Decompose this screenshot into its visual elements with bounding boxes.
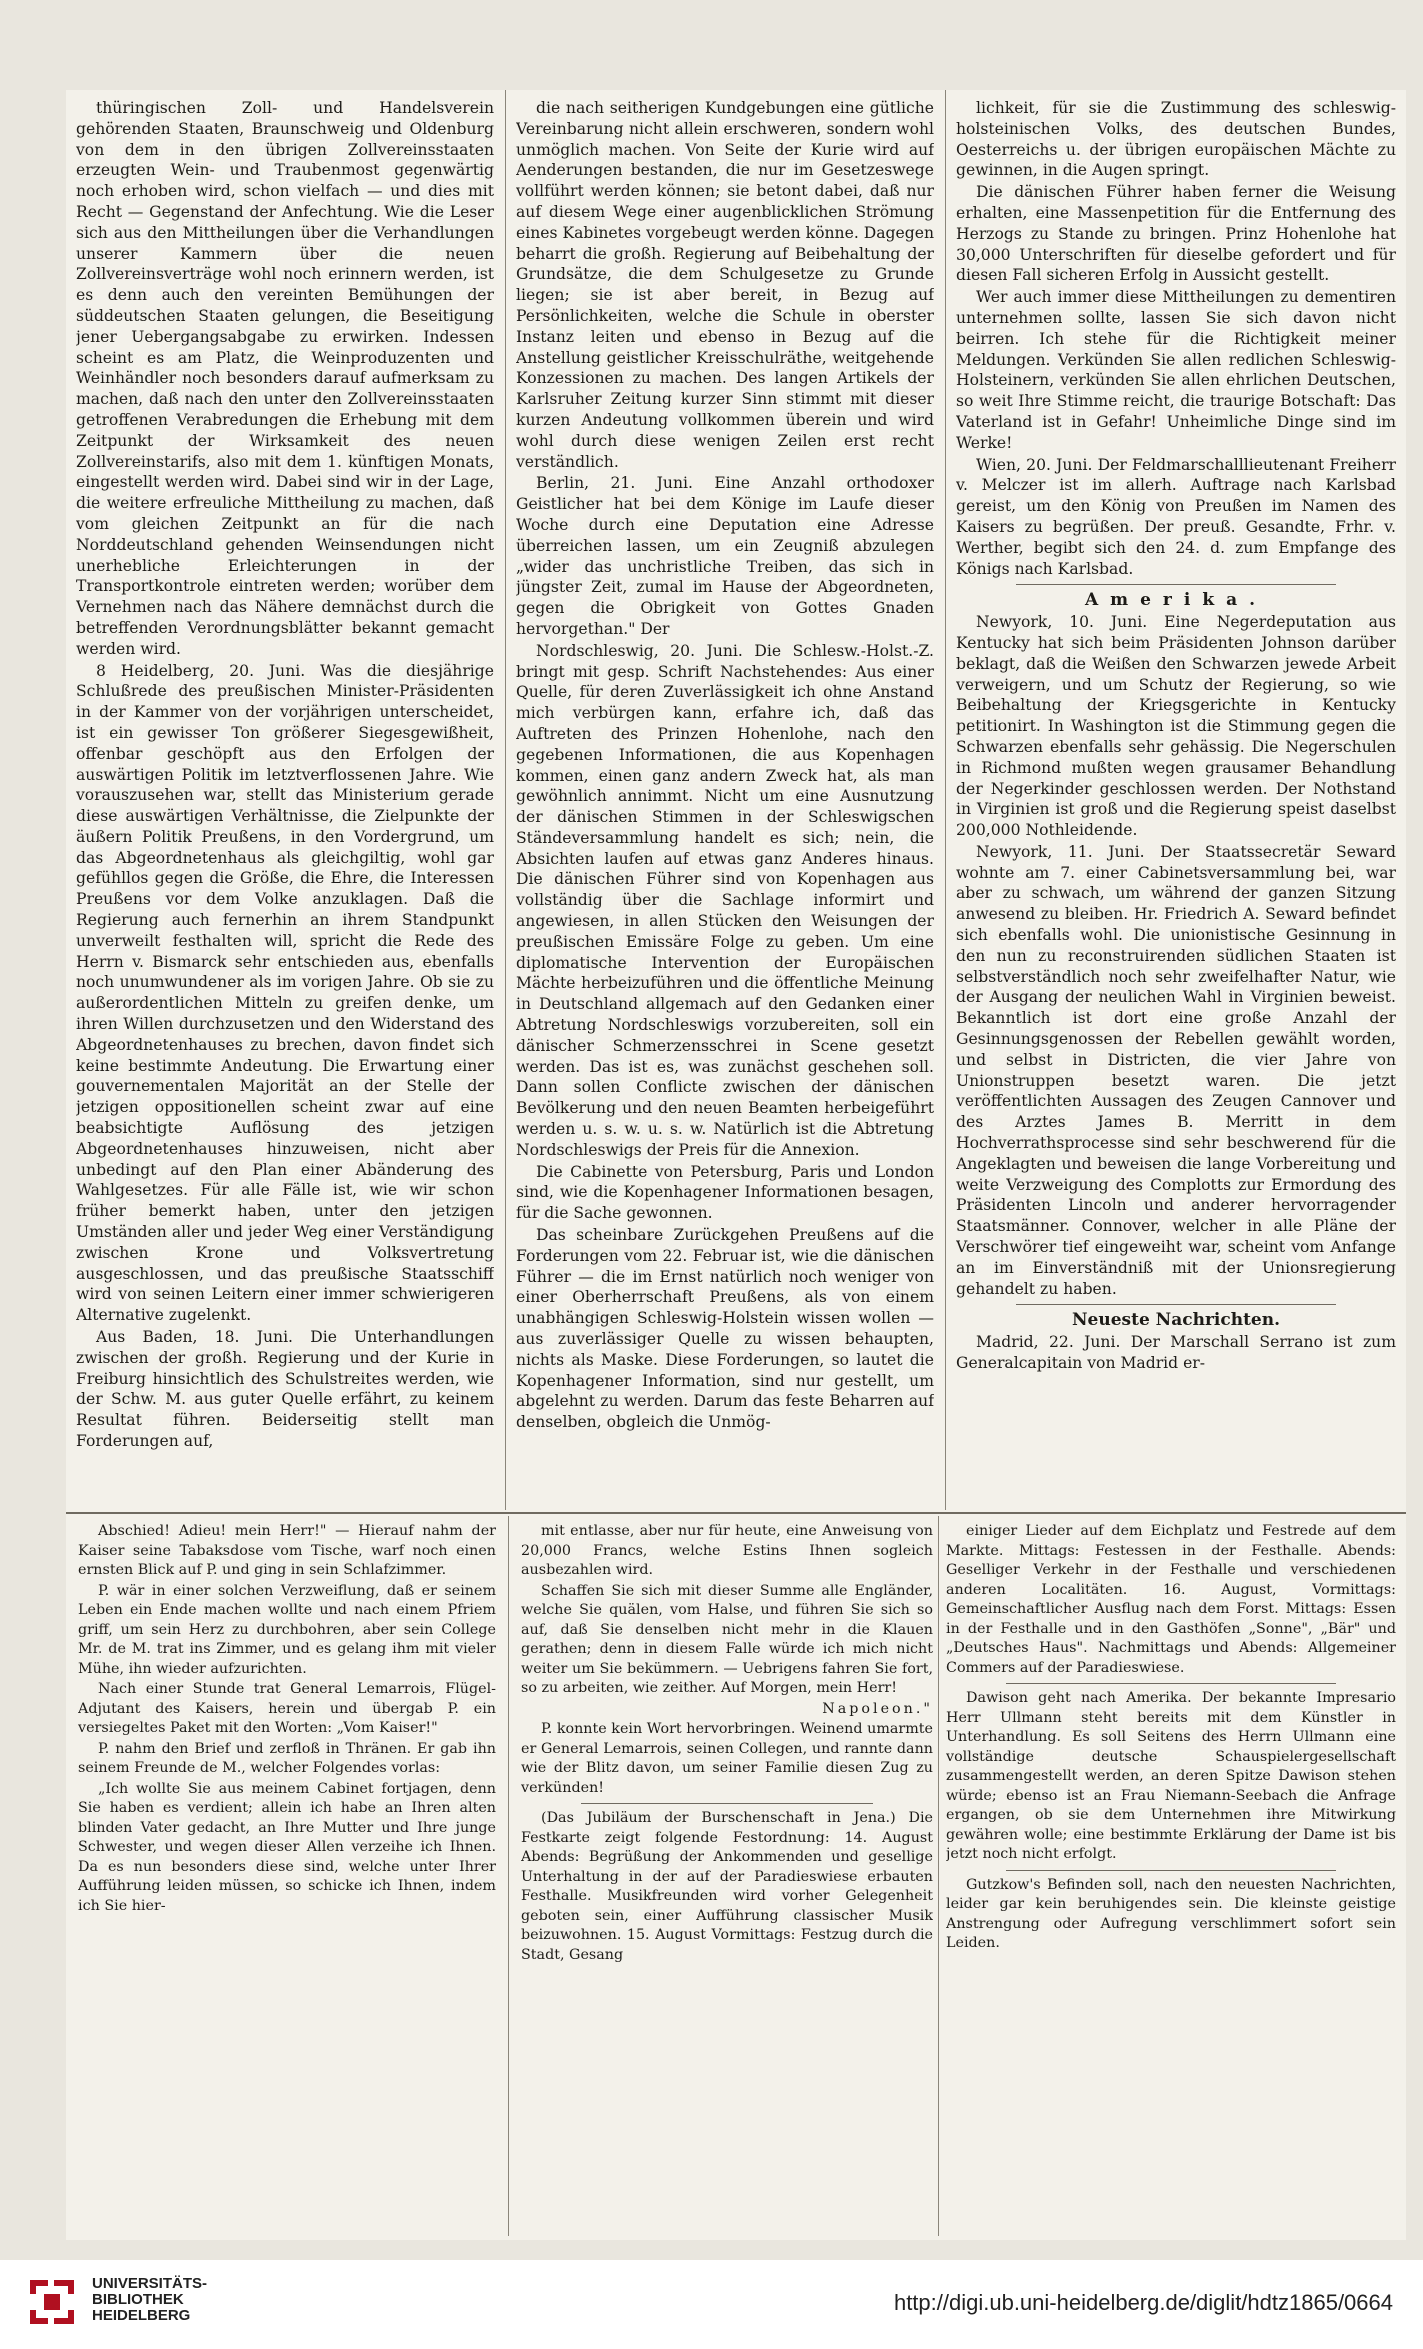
paragraph: Gutzkow's Befinden soll, nach den neuesten Nachrichten, leider gar kein beruhigendes sein. Die kleinste geistige Anstrengung oder Aufregung verschlimmert sofort sein Leiden.: [946, 1876, 1396, 1951]
paragraph: P. konnte kein Wort hervorbringen. Weinend umarmte er General Lemarrois, seinen Collegen, und rannte dann wie der Blitz davon, um seiner Familie diesen Zug zu verkünden!: [521, 1721, 933, 1796]
source-url[interactable]: http://digi.ub.uni-heidelberg.de/diglit/hdtz1865/0664: [893, 2290, 1393, 2315]
newspaper-page: [66, 90, 1406, 2240]
paragraph: P. nahm den Brief und zerfloß in Thränen. Er gab ihn seinem Freunde de M., welcher Folgendes vorlas:: [78, 1740, 496, 1776]
signature: Napoleon.": [822, 1700, 933, 1717]
paragraph: Nach einer Stunde trat General Lemarrois, Flügel-Adjutant des Kaisers, herein und übergab P. ein versiegeltes Paket mit den Worten: „Vom Kaiser!": [78, 1681, 496, 1736]
paragraph: Wer auch immer diese Mittheilungen zu dementiren unternehmen sollte, lassen Sie sich davon nicht beirren. Ich stehe für die Richtigkeit meiner Meldungen. Verkünden Sie allen redlichen Schleswig-Holsteinern, verkünden Sie allen ehrlichen Deutschen, so weit Ihre Stimme reicht, die traurige Botschaft: Das Vaterland ist in Gefahr! Unheimliche Dinge sind im Werke!: [956, 288, 1396, 452]
paragraph: „Ich wollte Sie aus meinem Cabinet fortjagen, denn Sie haben es verdient; allein ich habe an Ihren alten blinden Vater gedacht, an Ihre Mutter und Ihre junge Schwester, und wegen dieser Allen verzeihe ich Ihnen. Da es nun besonders diese sind, welche unter Ihrer Aufführung leiden müssen, so schicke ich Ihnen, indem ich Sie hier-: [78, 1780, 496, 1914]
paragraph: Newyork, 11. Juni. Der Staatssecretär Seward wohnte am 7. einer Cabinetsversammlung bei, war aber zu schwach, um während der ganzen Sitzung anwesend zu bleiben. Hr. Friedrich A. Seward befindet sich ebenfalls wohl. Die unionistische Gesinnung in den nun zu reconstruirenden südlichen Staaten ist selbstverständlich noch sehr zweifelhafter Natur, wie der Ausgang der neulichen Wahl in Virginien beweist. Bekanntlich ist dort eine große Anzahl der Gesinnungsgenossen der Rebellen gewählt worden, und selbst in Districten, die vier Jahre von Unionstruppen besetzt waren. Die jetzt veröffentlichten Aussagen des Zeugen Cannover und des Arztes James B. Merritt in dem Hochverrathsprocesse sind sehr beschwerend für die Angeklagten und beweisen die lange Vorbereitung und weite Verzweigung des Complotts zur Ermordung des Präsidenten Lincoln und anderer hervorragender Staatsmänner. Connover, welcher in alle Pläne der Verschwörer tief eingeweiht war, scheint vom Anfange an im Einverständniß mit der Unionsregierung gehandelt zu haben.: [956, 842, 1396, 1298]
section-heading-neueste: Neueste Nachrichten.: [1071, 1310, 1281, 1331]
section-separator: [1016, 584, 1336, 585]
paragraph: (Das Jubiläum der Burschenschaft in Jena.) Die Festkarte zeigt folgende Festordnung: 14. August Abends: Begrüßung der Ankommenden und gesellige Unterhaltung in der auf der Paradieswiese erbauten Festhalle. Musikfreunden wird vorher Gelegenheit geboten sein, einer Aufführung classischer Musik beizuwohnen. 15. August Vormittags: Festzug durch die Stadt, Gesang: [521, 1810, 933, 1963]
section-separator: [1006, 1870, 1336, 1871]
feuilleton-divider: [66, 1512, 1406, 1514]
paragraph: die nach seitherigen Kundgebungen eine gütliche Vereinbarung nicht allein erschweren, sondern wohl unmöglich machen. Von Seite der Kurie wird auf Aenderungen bestanden, die nur im Gesetzeswege vollführt werden können; sie betont dabei, daß nur auf diesem Wege einer augenblicklichen Strömung eines Kabinetes vorgebeugt werden könne. Dagegen beharrt die großh. Regierung auf Beibehaltung der Grundsätze, die dem Schulgesetze zu Grunde liegen; sie ist aber bereit, in Bezug auf Persönlichkeiten, welche die Schule in oberster Instanz leiten und ebenso in Bezug auf die Anstellung geistlicher Kreisschulräthe, weitgehende Konzessionen zu machen. Des langen Artikels der Karlsruher Zeitung kurzer Sinn stimmt mit dieser kurzen Andeutung vollkommen überein und wird wohl durch diese wenigen Zeilen erst recht verständlich.: [516, 99, 934, 471]
paragraph: Die dänischen Führer haben ferner die Weisung erhalten, eine Massenpetition für die Entfernung des Herzogs zu Stande zu bringen. Prinz Hohenlohe hat 30,000 Unterschriften für dieselbe gefordert und für diesen Fall sicheren Erfolg in Aussicht gestellt.: [956, 183, 1396, 285]
upper-column-2: [516, 98, 934, 1508]
paragraph: Berlin, 21. Juni. Eine Anzahl orthodoxer Geistlicher hat bei dem Könige im Laufe dieser Woche durch eine Deputation eine Adresse überreichen lassen, um ein Zeugniß abzulegen „wider das unchristliche Treiben, das sich in jüngster Zeit, zumal im Hause der Abgeordneten, gegen die Obrigkeit von Gottes Gnaden hervorgethan." Der: [516, 474, 934, 638]
institution-name: UNIVERSITÄTS- BIBLIOTHEK HEIDELBERG: [92, 2275, 208, 2324]
university-library-logo-icon: [22, 2272, 82, 2332]
paragraph: Aus Baden, 18. Juni. Die Unterhandlungen zwischen der großh. Regierung und der Kurie in Freiburg hinsichtlich des Schulstreites werden, wie der Schw. M. aus guter Quelle erfährt, zu keinem Resultat führen. Beiderseitig stellt man Forderungen auf,: [76, 1328, 494, 1450]
paragraph: Nordschleswig, 20. Juni. Die Schlesw.-Holst.-Z. bringt mit gesp. Schrift Nachstehendes: Aus einer Quelle, für deren Zuverlässigkeit ich ohne Anstand mich verbürgen kann, erfahre ich, daß das Auftreten des Prinzen Hohenlohe, nach den gegebenen Informationen, die aus Kopenhagen kommen, einen ganz andern Zweck hat, als man gewöhnlich annimmt. Nicht um eine Ausnutzung der dänischen Stimmen in der Schleswigschen Ständeversammlung handelt es sich; nein, die Absichten laufen auf etwas ganz Anderes hinaus. Die dänischen Führer sind von Kopenhagen aus vollständig über die Sachlage informirt und angewiesen, in allen Stücken den Weisungen der preußischen Emissäre Folge zu geben. Um eine diplomatische Intervention der Europäischen Mächte herbeizuführen und die öffentliche Meinung in Deutschland allgemach auf den Gedanken einer Abtretung Nordschleswigs vorzubereiten, soll ein dänischer Schmerzensschrei in Scene gesetzt werden. Das ist es, was zunächst geschehen soll. Dann sollen Conflicte zwischen der dänischen Bevölkerung und den neuen Beamten herbeigeführt werden u. s. w. u. s. w. Natürlich ist die Abtretung Nordschleswigs der Preis für die Annexion.: [516, 641, 934, 1159]
paragraph: 8 Heidelberg, 20. Juni. Was die diesjährige Schlußrede des preußischen Minister-Präsidenten in der Kammer von der vorjährigen unterscheidet, ist ein gewisser Ton größerer Siegesgewißheit, offenbar geschöpft aus den Erfolgen der auswärtigen Politik im letztverflossenen Jahre. Wie vorauszusehen war, stellt das Ministerium gerade diese auswärtigen Verhältnisse, die Zielpunkte der äußern Politik Preußens, in den Vordergrund, um das Abgeordnetenhaus als gleichgiltig, wohl gar gefühllos gegen die Größe, die Ehre, die Interessen Preußens vor dem Volke anzuklagen. Daß die Regierung auch fernerhin an ihrem Standpunkt unverweilt festhalten will, spricht die Rede des Herrn v. Bismarck sehr entschieden aus, ebenfalls noch unumwundener als im vorigen Jahre. Ob sie zu außerordentlichen Mitteln zu greifen denke, um ihren Willen durchzusetzen und den Widerstand des Abgeordnetenhauses zu brechen, davon findet sich keine bestimmte Andeutung. Die Erwartung einer gouvernementalen Majorität an der Stelle der jetzigen oppositionellen scheint zwar auf eine beabsichtigte Auflösung des jetzigen Abgeordnetenhauses hinzuweisen, nicht aber unbedingt auf den Plan einer Abänderung des Wahlgesetzes. Für alle Fälle ist, wie wir schon früher bemerkt haben, unter den jetzigen Umständen aller und jeder Weg einer Verständigung zwischen Krone und Volksvertretung ausgeschlossen, und das preußische Staatsschiff wird von seinen Leitern einer immer schwierigeren Alternative zugelenkt.: [76, 661, 494, 1325]
paragraph: Die Cabinette von Petersburg, Paris und London sind, wie die Kopenhagener Informationen besagen, für die Sache gewonnen.: [516, 1162, 934, 1223]
paragraph: mit entlasse, aber nur für heute, eine Anweisung von 20,000 Francs, welche Estins Ihnen sogleich ausbezahlen wird.: [521, 1523, 933, 1578]
paragraph: Abschied! Adieu! mein Herr!" — Hierauf nahm der Kaiser seine Tabaksdose vom Tische, warf noch einen ernsten Blick auf P. und ging in sein Schlafzimmer.: [78, 1523, 496, 1578]
paragraph: Wien, 20. Juni. Der Feldmarschalllieutenant Freiherr v. Melczer ist im allerh. Auftrage nach Karlsbad gereist, um den König von Preußen im Namen des Kaisers zu begrüßen. Der preuß. Gesandte, Frhr. v. Werther, begibt sich den 24. d. zum Empfange des Königs nach Karlsbad.: [956, 455, 1396, 578]
column-divider: [505, 90, 506, 1510]
paragraph: Schaffen Sie sich mit dieser Summe alle Engländer, welche Sie quälen, vom Halse, und führen Sie sich so auf, daß Sie denselben nicht mehr in die Klauen gerathen; denn in diesem Falle würde ich mich nicht weiter um Sie bekümmern. — Uebrigens fahren Sie fort, so zu arbeiten, wie zeither. Auf Morgen, mein Herr!: [521, 1582, 933, 1696]
section-separator: [581, 1803, 873, 1804]
section-separator: [1006, 1683, 1336, 1684]
paragraph: lichkeit, für sie die Zustimmung des schleswig-holsteinischen Volks, des deutschen Bundes, Oesterreichs u. der übrigen europäischen Mächte zu gewinnen, in die Augen springt.: [956, 99, 1396, 180]
upper-column-1: [76, 98, 494, 1508]
paragraph: Dawison geht nach Amerika. Der bekannte Impresario Herr Ullmann steht bereits mit dem Künstler in Unterhandlung. Es soll Seitens des Herrn Ullmann eine vollständige deutsche Schauspielergesellschaft zusammengestellt werden, an deren Spitze Dawison stehen würde; ebenso ist an Frau Niemann-Seebach die Anfrage ergangen, ob sie dem Unternehmen ihre Mitwirkung gewähren wolle; eine bestimmte Erklärung der Dame ist bis jetzt noch nicht erfolgt.: [946, 1690, 1396, 1862]
column-divider: [938, 1516, 939, 2236]
paragraph: Newyork, 10. Juni. Eine Negerdeputation aus Kentucky hat sich beim Präsidenten Johnson darüber beklagt, daß die Weißen den Schwarzen jewede Arbeit verweigern, und um Schutz der Regierung, so wie Beibehaltung der Kriegsgerichte in Kentucky petitionirt. In Washington ist die Stimmung gegen die Schwarzen ebenfalls sehr gehässig. Die Negerschulen in Richmond mußten wegen grausamer Behandlung der Negerkinder geschlossen werden. Der Nothstand in Virginien ist groß und die Regierung speist daselbst 200,000 Nothleidende.: [956, 613, 1396, 840]
paragraph: thüringischen Zoll- und Handelsverein gehörenden Staaten, Braunschweig und Oldenburg von dem in den übrigen Zollvereinsstaaten erzeugten Wein- und Traubenmost gegenwärtig noch erhoben wird, schon vielfach — und dies mit Recht — Gegenstand der Anfechtung. Wie die Leser sich aus den Mittheilungen über die Verhandlungen unserer Kammern über die neuen Zollvereinsverträge wohl noch erinnern werden, ist es denn auch den vereinten Bemühungen der süddeutschen Staaten gelungen, die Beseitigung jener Uebergangsabgabe zu erwirken. Indessen scheint es am Platz, die Weinproduzenten und Weinhändler noch besonders darauf aufmerksam zu machen, daß nach den unter den Zollvereinsstaaten getroffenen Verabredungen die Erhebung mit dem Zeitpunkt der Wirksamkeit des neuen Zollvereinstarifs, also mit dem 1. künftigen Monats, eingestellt werden wird. Dabei sind wir in der Lage, die weitere erfreuliche Mittheilung zu machen, daß vom gleichen Zeitpunkt an für die nach Norddeutschland gehenden Weinsendungen nicht unerhebliche Erleichterungen in der Transportkontrole eintreten werden; worüber dem Vernehmen nach das Nähere demnächst durch die betreffenden Verordnungsblätter bekannt gemacht werden wird.: [76, 99, 494, 658]
lower-column-3: [946, 1522, 1396, 2222]
library-footer: [0, 2260, 1423, 2349]
section-separator: [1016, 1304, 1336, 1305]
paragraph: einiger Lieder auf dem Eichplatz und Festrede auf dem Markte. Mittags: Festessen in der Festhalle. Abends: Geselliger Verkehr in der Festhalle und verschiedenen anderen Localitäten. 16. August, Vormittags: Gemeinschaftlicher Ausflug nach dem Forst. Mittags: Essen in der Festhalle und in den Gasthöfen „Sonne", „Bär" und „Deutsches Haus". Nachmittags und Abends: Allgemeiner Commers auf der Paradieswiese.: [946, 1523, 1396, 1676]
paragraph: P. wär in einer solchen Verzweiflung, daß er seinem Leben ein Ende machen wollte und nach einem Pfriem griff, um sein Herz zu durchbohren, aber sein College Mr. de M. trat ins Zimmer, und es gelang ihm mit vieler Mühe, ihn wieder aufzurichten.: [78, 1582, 496, 1677]
lower-column-1: [78, 1522, 496, 2222]
column-divider: [945, 90, 946, 1510]
upper-column-3: [956, 98, 1396, 1508]
paragraph: Madrid, 22. Juni. Der Marschall Serrano ist zum Generalcapitain von Madrid er-: [956, 1333, 1396, 1373]
paragraph: Das scheinbare Zurückgehen Preußens auf die Forderungen vom 22. Februar ist, wie die dänischen Führer — die im Ernst natürlich noch weniger von einer Oberherrschaft Preußens, als von einem unabhängigen Schleswig-Holstein wissen wollen — aus zuverlässiger Quelle zu wissen behaupten, nichts als Maske. Diese Forderungen, so lautet die Kopenhagener Information, sind nur gestellt, um abgelehnt zu werden. Darum das feste Beharren auf denselben, obgleich die Unmög-: [516, 1226, 934, 1432]
column-divider: [508, 1516, 509, 2236]
lower-column-2: [521, 1522, 933, 2222]
section-heading-amerika: Amerika.: [1084, 590, 1268, 611]
